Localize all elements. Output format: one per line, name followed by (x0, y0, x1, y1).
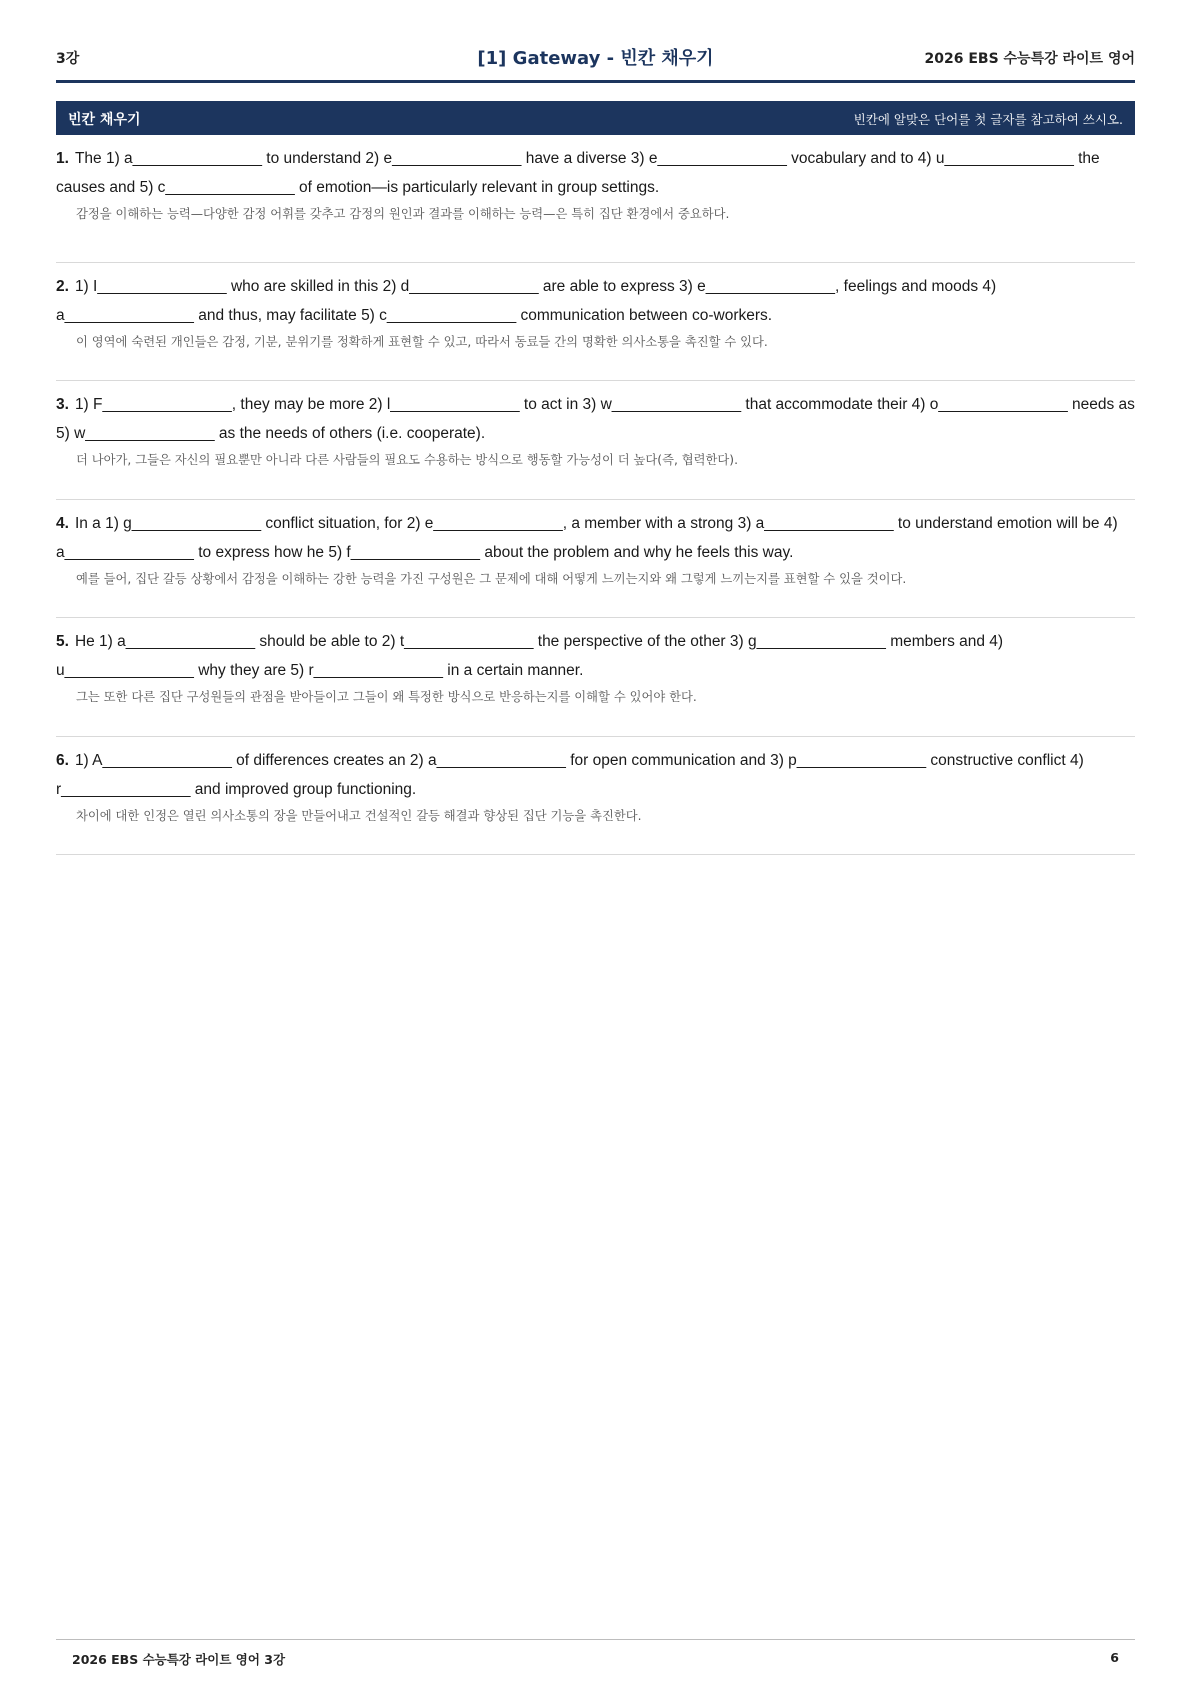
question-number: 1. (56, 150, 69, 167)
translation-text: 이 영역에 숙련된 개인들은 감정, 기분, 분위기를 정확하게 표현할 수 있고, 따라서 동료들 간의 명확한 의사소통을 촉진할 수 있다. (76, 334, 768, 349)
question-number: 4. (56, 514, 69, 532)
translation-text: 예를 들어, 집단 갈등 상황에서 감정을 이해하는 강한 능력을 가진 구성원은 그 문제에 대해 어떻게 느끼는지와 왜 그렇게 느끼는지를 표현할 수 있을 것이다. (76, 571, 907, 586)
question-number: 6. (56, 751, 69, 769)
translation-text: 더 나아가, 그들은 자신의 필요뿐만 아니라 다른 사람들의 필요도 수용하는 방식으로 행동할 가능성이 더 높다(즉, 협력한다). (76, 453, 739, 467)
question-item-5 (56, 618, 1135, 737)
question-number: 2. (56, 277, 69, 295)
question-item-1 (56, 144, 1135, 263)
question-item-4 (56, 500, 1135, 619)
question-text: He 1) a_______________ should be able to 2) t_______________ the perspective of the other 3) g_______________ members and 4) u_______________ why they are 5) r_______________ in a certain manner. (56, 633, 1004, 679)
footer-book-lesson: 2026 EBS 수능특강 라이트 영어 3강 (72, 1652, 286, 1667)
section-instruction: 빈칸에 알맞은 단어를 첫 글자를 참고하여 쓰시오. (853, 112, 1123, 127)
question-number: 3. (56, 396, 69, 413)
question-text: In a 1) g_______________ conflict situation, for 2) e_______________, a member with a strong 3) a_______________ to understand emotion will be 4) a_______________ to express how he 5) f_______________ about the problem and why he feels this way. (56, 514, 1118, 561)
translation-text: 그는 또한 다른 집단 구성원들의 관점을 받아들이고 그들이 왜 특정한 방식으로 반응하는지를 이해할 수 있어야 한다. (76, 690, 697, 704)
question-item-2 (56, 263, 1135, 382)
question-text: 1) F_______________, they may be more 2) l_______________ to act in 3) w_______________ that accommodate their 4) o_______________ needs as 5) w_______________ as the needs of others (i.e. cooperate). (56, 396, 1135, 442)
question-text: The 1) a_______________ to understand 2) e_______________ have a diverse 3) e_______________ vocabulary and to 4) u_______________ the causes and 5) c_______________ of emotion—is particularly relevant in group settings. (56, 150, 1100, 196)
page-title: [1] Gateway - 빈칸 채우기 (477, 48, 714, 69)
question-item-6 (56, 737, 1135, 856)
translation-text: 차이에 대한 인정은 열린 의사소통의 장을 만들어내고 건설적인 갈등 해결과 향상된 집단 기능을 촉진한다. (76, 808, 642, 823)
page-header (56, 44, 1135, 83)
section-title: 빈칸 채우기 (68, 112, 141, 128)
page-number: 6 (1110, 1650, 1119, 1665)
question-list (56, 144, 1135, 855)
book-title: 2026 EBS 수능특강 라이트 영어 (924, 51, 1135, 67)
question-text: 1) I_______________ who are skilled in this 2) d_______________ are able to express 3) e_______________, feelings and moods 4) a_______________ and thus, may facilitate 5) c_______________ communication between co-workers. (56, 277, 997, 324)
question-number: 5. (56, 633, 69, 650)
question-text: 1) A_______________ of differences creates an 2) a_______________ for open communication and 3) p_______________ constructive conflict 4) r_______________ and improved group functioning. (56, 751, 1084, 798)
lesson-label: 3강 (56, 51, 80, 67)
section-bar (56, 101, 1135, 135)
question-item-3 (56, 381, 1135, 500)
translation-text: 감정을 이해하는 능력—다양한 감정 어휘를 갖추고 감정의 원인과 결과를 이해하는 능력—은 특히 집단 환경에서 중요하다. (76, 207, 730, 221)
page-footer (56, 1639, 1135, 1670)
